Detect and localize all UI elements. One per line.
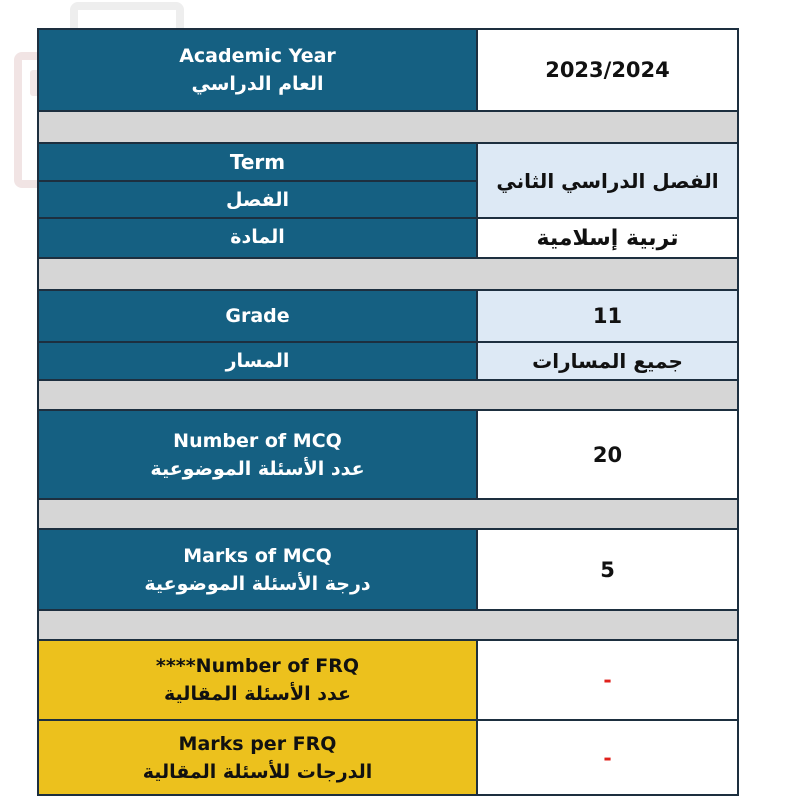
term-subject-label-cell bbox=[39, 144, 478, 257]
grade-value: 11 bbox=[478, 291, 737, 341]
row-grade-track bbox=[39, 291, 737, 379]
frq-marks-label-en: Marks per FRQ bbox=[178, 732, 337, 755]
separator-row bbox=[39, 609, 737, 641]
row-frq-marks bbox=[39, 719, 737, 794]
row-academic-year bbox=[39, 30, 737, 110]
mcq-count-label-ar: عدد الأسئلة الموضوعية bbox=[150, 457, 365, 480]
separator-row bbox=[39, 257, 737, 291]
frq-count-label-cell bbox=[39, 641, 478, 719]
academic-year-label-ar: العام الدراسي bbox=[191, 73, 324, 95]
track-value: جميع المسارات bbox=[478, 341, 737, 379]
mcq-marks-value: 5 bbox=[478, 530, 737, 609]
row-mcq-count bbox=[39, 411, 737, 498]
term-value: الفصل الدراسي الثاني bbox=[478, 144, 737, 217]
academic-year-label-en: Academic Year bbox=[179, 45, 336, 67]
term-label-ar: الفصل bbox=[225, 188, 289, 211]
subject-value: تربية إسلامية bbox=[478, 217, 737, 257]
academic-year-label-cell bbox=[39, 30, 478, 110]
row-term-subject bbox=[39, 144, 737, 257]
separator-row bbox=[39, 110, 737, 144]
grade-track-value-cell bbox=[478, 291, 737, 379]
subject-label-ar: المادة bbox=[230, 226, 285, 248]
mcq-count-label-en: Number of MCQ bbox=[173, 429, 342, 452]
mcq-count-label-cell bbox=[39, 411, 478, 498]
frq-count-value: - bbox=[478, 641, 737, 719]
grade-track-label-cell bbox=[39, 291, 478, 379]
mcq-count-value: 20 bbox=[478, 411, 737, 498]
frq-marks-value: - bbox=[478, 721, 737, 794]
mcq-marks-label-cell bbox=[39, 530, 478, 609]
frq-marks-label-cell bbox=[39, 721, 478, 794]
mcq-marks-label-en: Marks of MCQ bbox=[183, 544, 332, 567]
exam-info-table bbox=[37, 28, 739, 796]
frq-count-label-ar: عدد الأسئلة المقالية bbox=[164, 683, 351, 705]
track-label-ar: المسار bbox=[225, 350, 290, 372]
frq-count-label-en: ****Number of FRQ bbox=[155, 655, 360, 677]
frq-marks-label-ar: الدرجات للأسئلة المقالية bbox=[142, 760, 373, 783]
separator-row bbox=[39, 498, 737, 530]
term-subject-value-cell bbox=[478, 144, 737, 257]
academic-year-value: 2023/2024 bbox=[478, 30, 737, 110]
row-frq-count bbox=[39, 641, 737, 719]
term-label-en: Term bbox=[229, 150, 286, 174]
mcq-marks-label-ar: درجة الأسئلة الموضوعية bbox=[144, 572, 371, 595]
row-mcq-marks bbox=[39, 530, 737, 609]
separator-row bbox=[39, 379, 737, 411]
grade-label-en: Grade bbox=[225, 305, 290, 327]
